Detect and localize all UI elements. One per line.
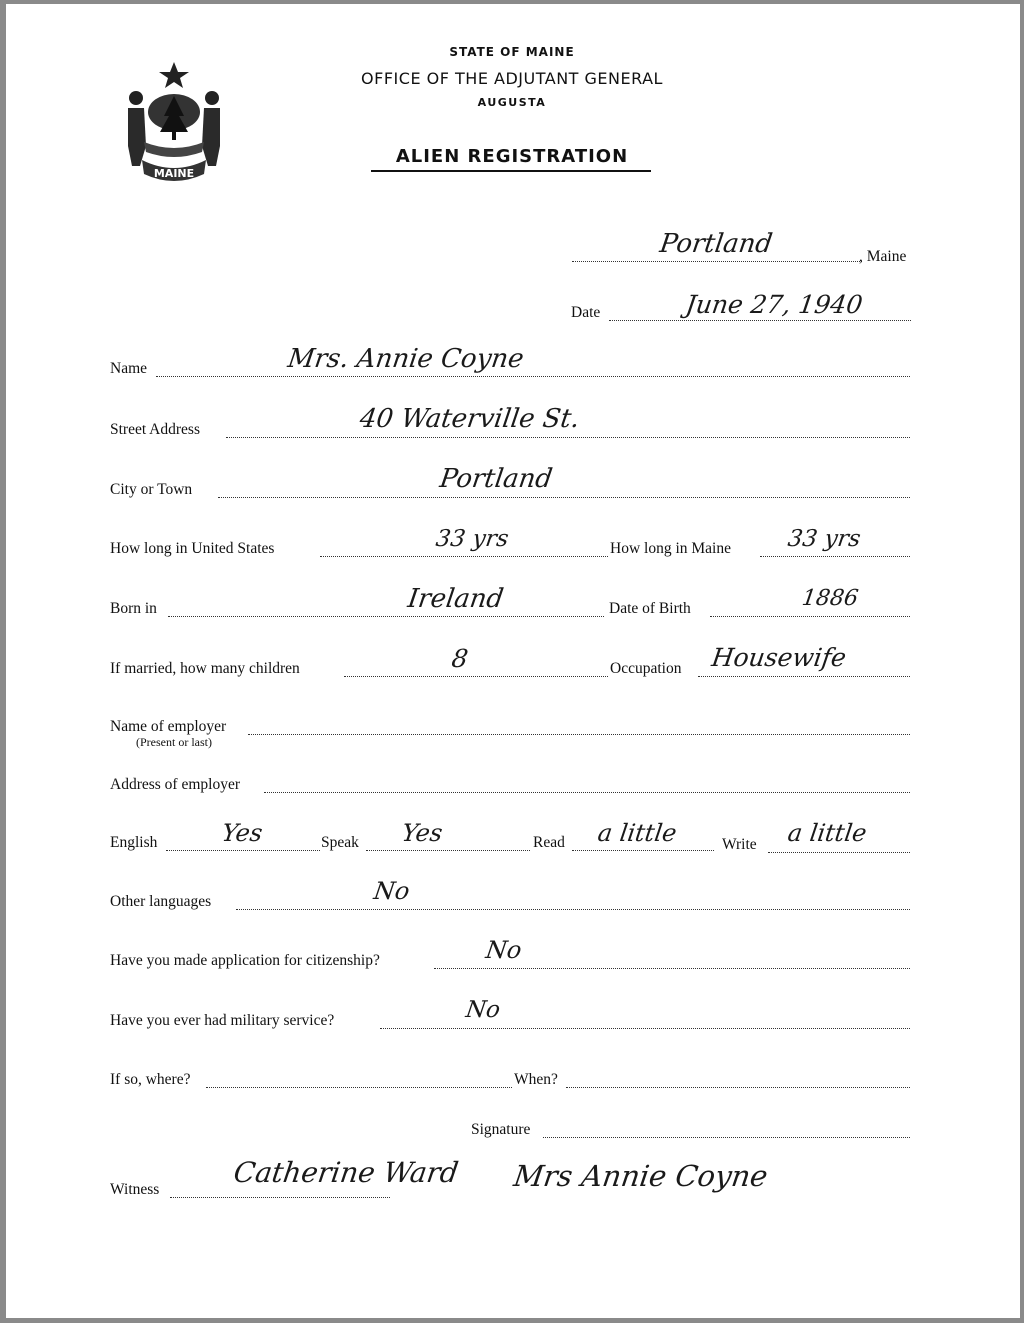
military-line xyxy=(380,1028,910,1029)
read-value: a little xyxy=(596,819,679,847)
occupation-line xyxy=(698,676,910,677)
born-in-line xyxy=(168,616,604,617)
military-label: Have you ever had military service? xyxy=(110,1012,335,1029)
dob-label: Date of Birth xyxy=(609,600,691,617)
speak-line xyxy=(366,850,530,851)
occupation-label: Occupation xyxy=(610,660,682,677)
when-label: When? xyxy=(514,1071,558,1088)
citizenship-line xyxy=(434,968,910,969)
english-line xyxy=(166,850,320,851)
other-languages-label: Other languages xyxy=(110,893,212,910)
city-line xyxy=(218,497,910,498)
write-value: a little xyxy=(786,819,869,847)
us-years-label: How long in United States xyxy=(110,540,275,557)
signature-line xyxy=(543,1137,910,1138)
title-underline xyxy=(371,170,651,172)
write-label: Write xyxy=(722,836,757,853)
born-in-label: Born in xyxy=(110,600,157,617)
maine-years-line xyxy=(760,556,910,557)
maine-years-label: How long in Maine xyxy=(610,540,731,557)
when-line xyxy=(566,1087,910,1088)
name-value: Mrs. Annie Coyne xyxy=(285,344,526,374)
city-label: City or Town xyxy=(110,481,193,498)
date-value: June 27, 1940 xyxy=(683,290,865,319)
employer-sublabel: (Present or last) xyxy=(136,735,212,749)
dob-value: 1886 xyxy=(800,586,860,611)
place-value: Portland xyxy=(657,229,775,259)
date-label: Date xyxy=(571,304,601,321)
speak-value: Yes xyxy=(400,819,445,847)
witness-value: Catherine Ward xyxy=(231,1156,461,1189)
date-line xyxy=(609,320,911,321)
us-years-value: 33 yrs xyxy=(434,526,511,552)
name-line xyxy=(156,376,910,377)
street-label: Street Address xyxy=(110,421,200,438)
speak-label: Speak xyxy=(321,834,359,851)
other-languages-value: No xyxy=(372,877,412,905)
born-in-value: Ireland xyxy=(405,584,506,614)
other-languages-line xyxy=(236,909,910,910)
children-value: 8 xyxy=(449,644,470,673)
dob-line xyxy=(710,616,910,617)
city-value: Portland xyxy=(437,464,555,494)
form-title: ALIEN REGISTRATION xyxy=(395,146,629,167)
employer-label: Name of employer xyxy=(110,718,227,735)
street-line xyxy=(226,437,910,438)
place-line xyxy=(572,261,862,262)
children-line xyxy=(344,676,608,677)
where-line xyxy=(206,1087,512,1088)
employer-address-label: Address of employer xyxy=(110,776,240,793)
employer-address-line xyxy=(264,792,910,793)
military-value: No xyxy=(464,997,502,1023)
name-label: Name xyxy=(110,360,148,377)
children-label: If married, how many children xyxy=(110,660,300,677)
us-years-line xyxy=(320,556,608,557)
seal-text: MAINE xyxy=(153,167,195,180)
city-heading: AUGUSTA xyxy=(477,96,547,109)
state-heading: STATE OF MAINE xyxy=(449,45,575,59)
read-label: Read xyxy=(533,834,565,851)
english-label: English xyxy=(110,834,158,851)
witness-line xyxy=(170,1197,390,1198)
maine-years-value: 33 yrs xyxy=(786,526,863,552)
registration-form xyxy=(6,4,1020,1318)
signature-label: Signature xyxy=(471,1121,531,1138)
write-line xyxy=(768,852,910,853)
english-value: Yes xyxy=(220,819,265,847)
citizenship-label: Have you made application for citizenship? xyxy=(110,952,380,969)
employer-line xyxy=(248,734,910,735)
applicant-signature: Mrs Annie Coyne xyxy=(511,1159,770,1193)
street-value: 40 Waterville St. xyxy=(357,404,582,434)
citizenship-value: No xyxy=(484,936,524,964)
where-label: If so, where? xyxy=(110,1071,191,1088)
occupation-value: Housewife xyxy=(709,643,849,672)
witness-label: Witness xyxy=(110,1181,160,1198)
place-suffix: , Maine xyxy=(859,248,907,265)
office-heading: OFFICE OF THE ADJUTANT GENERAL xyxy=(361,69,663,88)
read-line xyxy=(572,850,714,851)
